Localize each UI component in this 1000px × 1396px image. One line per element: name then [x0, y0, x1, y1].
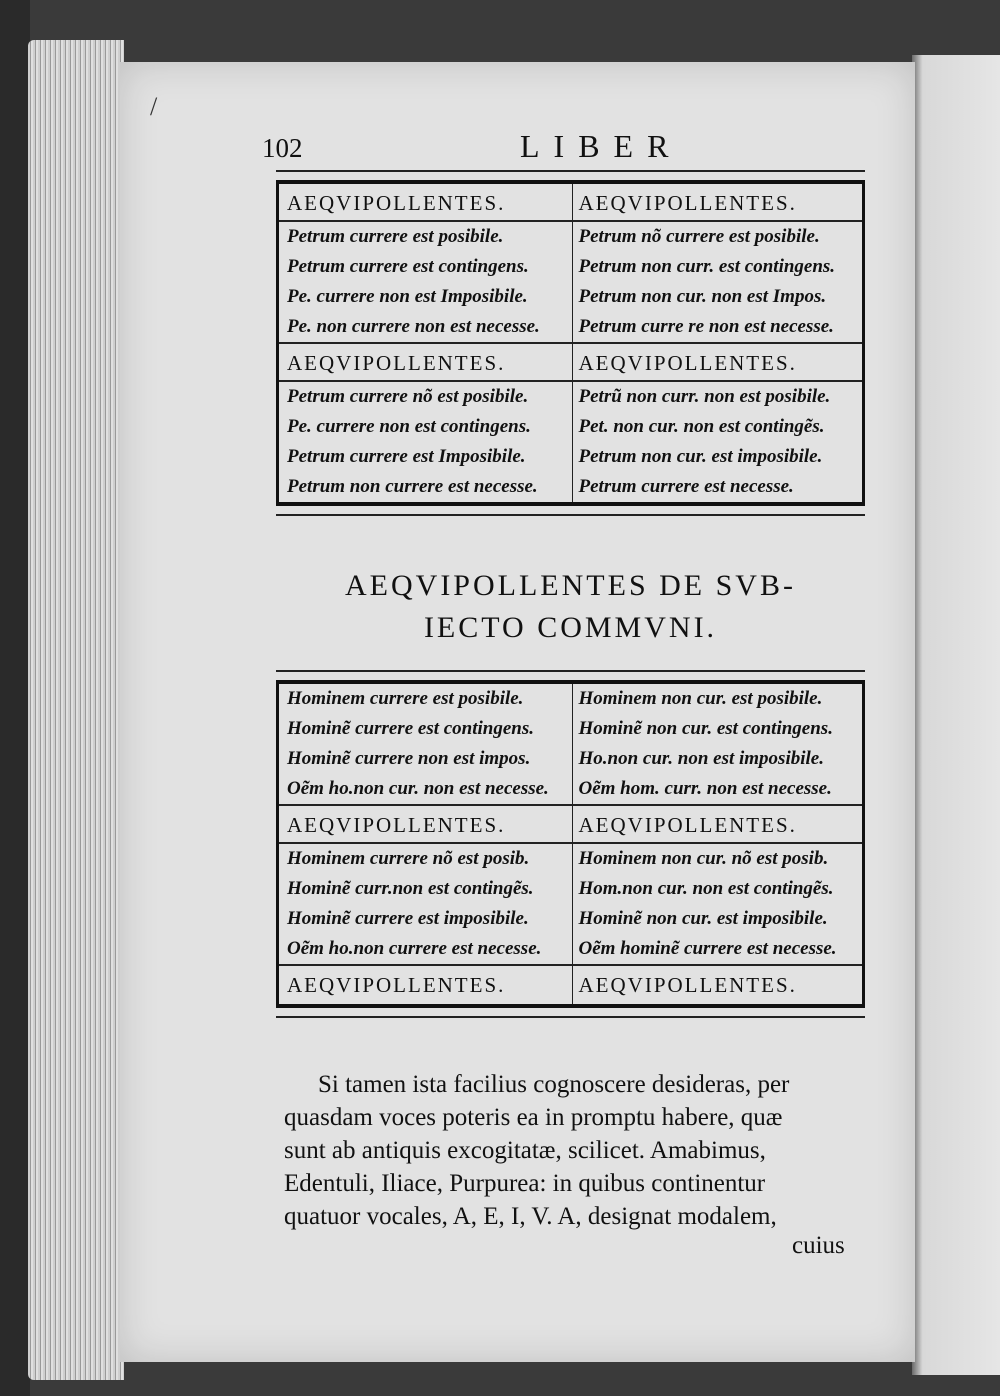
table-row — [279, 874, 862, 904]
table-cell: Petrum non cur. est imposibile. — [578, 446, 823, 467]
table-heading: AEQVIPOLLENTES. — [571, 184, 863, 222]
table-row — [279, 252, 862, 282]
table-row — [279, 714, 862, 744]
table-cell: Hominẽ non cur. est imposibile. — [578, 908, 828, 929]
table-cell: Oẽm hom. curr. non est necesse. — [578, 778, 832, 799]
table-cell: Hominem non cur. nõ est posib. — [578, 848, 829, 869]
section-title-line: AEQVIPOLLENTES DE SVB- — [345, 569, 796, 602]
paragraph-line: sunt ab antiquis excogitatæ, scilicet. Amabimus, — [284, 1137, 766, 1164]
table-row — [279, 774, 862, 804]
table-heading: AEQVIPOLLENTES. — [279, 344, 571, 382]
section-title — [276, 565, 865, 649]
table-row — [279, 382, 862, 412]
table-cell: Hominẽ currere non est impos. — [287, 748, 531, 769]
table-cell: Hominẽ non cur. est contingens. — [578, 718, 833, 739]
table-cell: Hominẽ curr.non est contingẽs. — [287, 878, 534, 899]
table-cell: Petrum non curr. est contingens. — [578, 256, 836, 277]
equipollents-table-2 — [276, 680, 865, 1008]
table-heading: AEQVIPOLLENTES. — [571, 344, 863, 382]
table-cell: Oẽm ho.non currere est necesse. — [287, 938, 542, 959]
facing-page-edge — [912, 55, 1000, 1375]
equipollents-table-1 — [276, 180, 865, 506]
table-row — [279, 744, 862, 774]
table-cell: Oẽm ho.non cur. non est necesse. — [287, 778, 549, 799]
table-cell: Petrum non currere est necesse. — [287, 476, 538, 497]
catchword: cuius — [792, 1232, 845, 1259]
paragraph-line: quasdam voces poteris ea in promptu habere, quæ — [284, 1104, 783, 1131]
table-cell: Hominem currere nõ est posib. — [287, 848, 530, 869]
table-row — [279, 412, 862, 442]
paragraph-line: quatuor vocales, A, E, I, V. A, designat modalem, — [284, 1203, 777, 1230]
table-heading: AEQVIPOLLENTES. — [578, 973, 797, 997]
table-row — [279, 472, 862, 502]
table-cell: Pe. currere non est contingens. — [287, 416, 531, 437]
table-cell: Petrum currere nõ est posibile. — [287, 386, 529, 407]
book-spine — [0, 0, 30, 1396]
margin-mark: / — [150, 92, 158, 121]
table-cell: Ho.non cur. non est imposibile. — [578, 748, 824, 769]
section-title-line: IECTO COMMVNI. — [423, 611, 718, 644]
table-cell: Pet. non cur. non est contingẽs. — [578, 416, 825, 437]
table-cell: Hominẽ currere est contingens. — [287, 718, 535, 739]
table-cell: Petrũ non curr. non est posibile. — [578, 386, 831, 407]
table-row — [279, 222, 862, 252]
table-cell: Petrum curre re non est necesse. — [578, 316, 834, 337]
table-row — [279, 844, 862, 874]
table-cell: Petrum currere est contingens. — [287, 256, 529, 277]
table-row — [279, 442, 862, 472]
body-paragraph — [284, 1068, 864, 1233]
table-cell: Hominem currere est posibile. — [287, 688, 524, 709]
page-edges — [28, 40, 124, 1380]
table-cell: Hominẽ currere est imposibile. — [287, 908, 529, 929]
table-heading: AEQVIPOLLENTES. — [571, 806, 863, 844]
table-cell: Pe. non currere non est necesse. — [287, 316, 540, 337]
paragraph-line: Edentuli, Iliace, Purpurea: in quibus continentur — [284, 1170, 766, 1197]
table-cell: Hom.non cur. non est contingẽs. — [578, 878, 834, 899]
table-heading: AEQVIPOLLENTES. — [279, 806, 571, 844]
table-cell: Hominem non cur. est posibile. — [578, 688, 823, 709]
table-row — [279, 312, 862, 342]
table-cell: Petrum currere est posibile. — [287, 226, 504, 247]
running-head: LIBER — [520, 128, 683, 164]
table-cell: Petrum non cur. non est Impos. — [578, 286, 827, 307]
table-cell: Petrum currere est Imposibile. — [287, 446, 526, 467]
paragraph-line: Si tamen ista facilius cognoscere desideras, per — [318, 1071, 790, 1098]
table-row — [279, 684, 862, 714]
table-cell: Pe. currere non est Imposibile. — [287, 286, 528, 307]
table-row — [279, 282, 862, 312]
table-heading: AEQVIPOLLENTES. — [279, 184, 571, 222]
table-heading: AEQVIPOLLENTES. — [287, 973, 506, 997]
table-cell: Petrum currere est necesse. — [578, 476, 794, 497]
table-row — [279, 934, 862, 964]
page-number: 102 — [262, 133, 303, 163]
table-row — [279, 904, 862, 934]
table-cell: Petrum nõ currere est posibile. — [578, 226, 820, 247]
table-cell: Oẽm hominẽ currere est necesse. — [578, 938, 837, 959]
